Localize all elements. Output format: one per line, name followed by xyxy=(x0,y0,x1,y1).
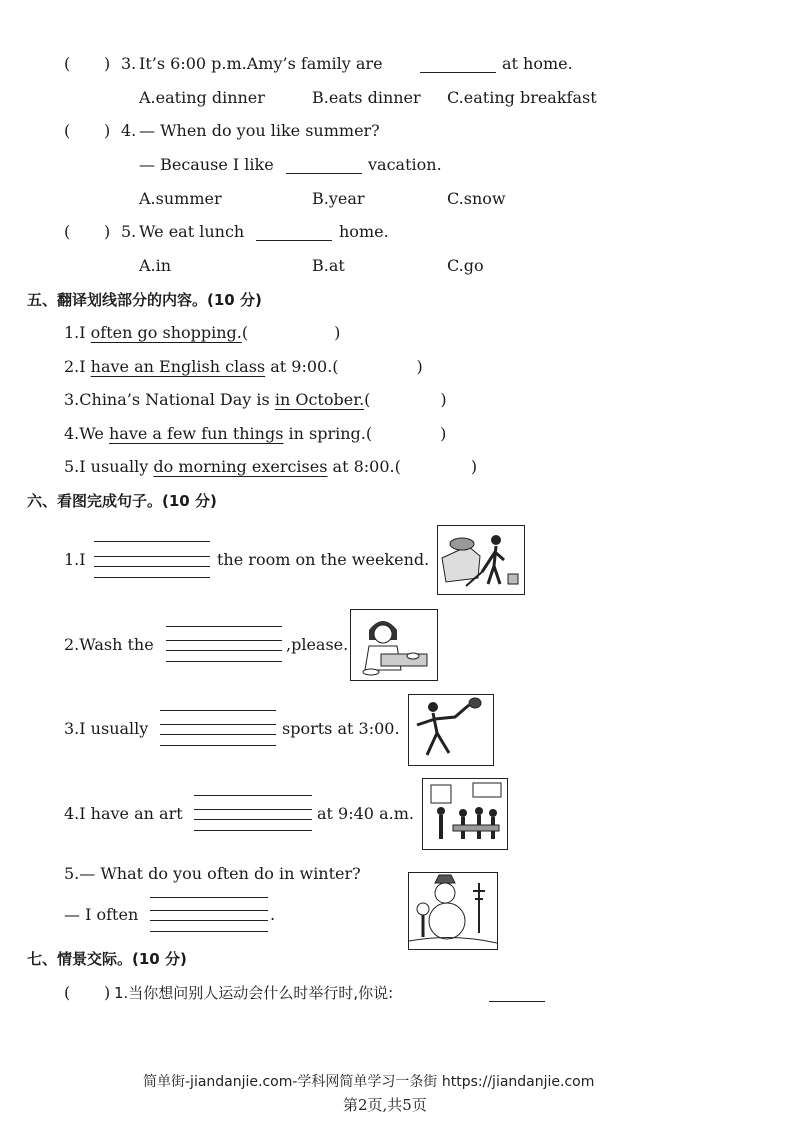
answer-blank[interactable] xyxy=(420,72,496,73)
writing-line[interactable] xyxy=(94,541,210,542)
writing-line[interactable] xyxy=(150,920,268,921)
option-c: C.eating breakfast xyxy=(447,88,597,107)
answer-blank[interactable] xyxy=(256,240,332,241)
option-c: C.snow xyxy=(447,189,506,208)
underlined-phrase: have an English class xyxy=(90,357,266,376)
answer-paren-open: ( xyxy=(394,457,401,476)
answer-paren-close: ) xyxy=(104,54,111,73)
answer-paren-open: ( xyxy=(64,983,71,1002)
answer-paren-open: ( xyxy=(241,323,249,342)
writing-line[interactable] xyxy=(160,710,276,711)
writing-line[interactable] xyxy=(166,640,282,641)
writing-line[interactable] xyxy=(94,566,210,567)
writing-line[interactable] xyxy=(150,897,268,898)
option-a: A.eating dinner xyxy=(139,88,265,107)
translate-item-2: 2.I have an English class at 9:00.( ) xyxy=(64,357,423,376)
underlined-phrase: have a few fun things xyxy=(108,424,284,443)
picture-q3-start: 3.I usually xyxy=(64,719,149,738)
translate-item-5: 5.I usually do morning exercises at 8:00.( ) xyxy=(64,457,478,476)
question-line-1: — When do you like summer? xyxy=(139,121,380,140)
answer-paren-close: ) xyxy=(440,424,447,443)
writing-line[interactable] xyxy=(150,931,268,932)
answer-paren-open: ( xyxy=(364,390,371,409)
option-b: B.at xyxy=(312,256,345,275)
art-class-picture xyxy=(422,778,508,850)
answer-paren-close: ) xyxy=(334,323,341,342)
answer-paren-close: ) xyxy=(104,983,111,1002)
writing-line[interactable] xyxy=(160,724,276,725)
answer-paren-open: ( xyxy=(64,54,71,73)
writing-line[interactable] xyxy=(194,830,312,831)
question-number: 4. xyxy=(121,121,137,140)
translate-item-4: 4.We have a few fun things in spring.( ) xyxy=(64,424,447,443)
option-a: A.summer xyxy=(139,189,222,208)
answer-blank[interactable] xyxy=(286,173,362,174)
question-number: 5. xyxy=(121,222,137,241)
writing-line[interactable] xyxy=(194,795,312,796)
picture-q5-end: . xyxy=(270,905,276,924)
question-text-end: at home. xyxy=(502,54,573,73)
writing-line[interactable] xyxy=(166,650,282,651)
picture-q4-end: at 9:40 a.m. xyxy=(317,804,414,823)
writing-line[interactable] xyxy=(194,809,312,810)
footer-site: 简单街-jiandanjie.com-学科网简单学习一条街 https://jiandanjie.com xyxy=(143,1074,595,1090)
answer-paren-close: ) xyxy=(416,357,423,376)
picture-q1-start: 1.I xyxy=(64,550,86,569)
option-a: A.in xyxy=(139,256,172,275)
answer-blank[interactable] xyxy=(489,1001,545,1002)
picture-q1-end: the room on the weekend. xyxy=(217,550,430,569)
writing-line[interactable] xyxy=(160,734,276,735)
underlined-phrase: in October. xyxy=(274,390,365,409)
writing-line[interactable] xyxy=(166,661,282,662)
translate-item-1: 1.I often go shopping.( ) xyxy=(64,323,341,342)
answer-paren-open: ( xyxy=(332,357,339,376)
picture-q2-start: 2.Wash the xyxy=(64,635,154,654)
answer-paren-open: ( xyxy=(64,121,71,140)
answer-paren-close: ) xyxy=(104,222,111,241)
situation-question-1: 1.当你想问别人运动会什么时举行时,你说: xyxy=(114,984,394,1002)
question-number: 3. xyxy=(121,54,137,73)
underlined-phrase: often go shopping. xyxy=(90,323,242,342)
section-6-title: 六、看图完成句子。(10 分) xyxy=(27,492,217,510)
answer-paren-close: ) xyxy=(470,457,478,476)
answer-paren-close: ) xyxy=(104,121,111,140)
answer-paren-close: ) xyxy=(440,390,447,409)
snowman-picture xyxy=(408,872,498,950)
picture-q4-start: 4.I have an art xyxy=(64,804,183,823)
underlined-phrase: do morning exercises xyxy=(153,457,328,476)
washing-dishes-picture xyxy=(350,609,438,681)
question-text-end: home. xyxy=(339,222,389,241)
question-text: It’s 6:00 p.m.Amy’s family are xyxy=(139,54,383,73)
option-b: B.year xyxy=(312,189,365,208)
picture-q5-start: — I often xyxy=(64,905,139,924)
writing-line[interactable] xyxy=(150,910,268,911)
answer-paren-open: ( xyxy=(365,424,373,443)
option-c: C.go xyxy=(447,256,484,275)
section-7-title: 七、情景交际。(10 分) xyxy=(27,950,187,968)
question-text: We eat lunch xyxy=(139,222,245,241)
picture-q5-question: 5.— What do you often do in winter? xyxy=(64,864,361,883)
translate-item-3: 3.China’s National Day is in October.( ) xyxy=(64,390,447,409)
badminton-picture xyxy=(408,694,494,766)
picture-q2-end: ,please. xyxy=(286,635,349,654)
option-b: B.eats dinner xyxy=(312,88,421,107)
writing-line[interactable] xyxy=(166,626,282,627)
writing-line[interactable] xyxy=(194,819,312,820)
writing-line[interactable] xyxy=(94,556,210,557)
answer-paren-open: ( xyxy=(64,222,71,241)
section-5-title: 五、翻译划线部分的内容。(10 分) xyxy=(27,291,262,309)
sweeping-picture xyxy=(437,525,525,595)
writing-line[interactable] xyxy=(160,745,276,746)
question-line-2: — Because I like xyxy=(139,155,274,174)
writing-line[interactable] xyxy=(94,577,210,578)
picture-q3-end: sports at 3:00. xyxy=(282,719,400,738)
page-number: 第2页,共5页 xyxy=(343,1096,427,1114)
question-text-end: vacation. xyxy=(368,155,442,174)
